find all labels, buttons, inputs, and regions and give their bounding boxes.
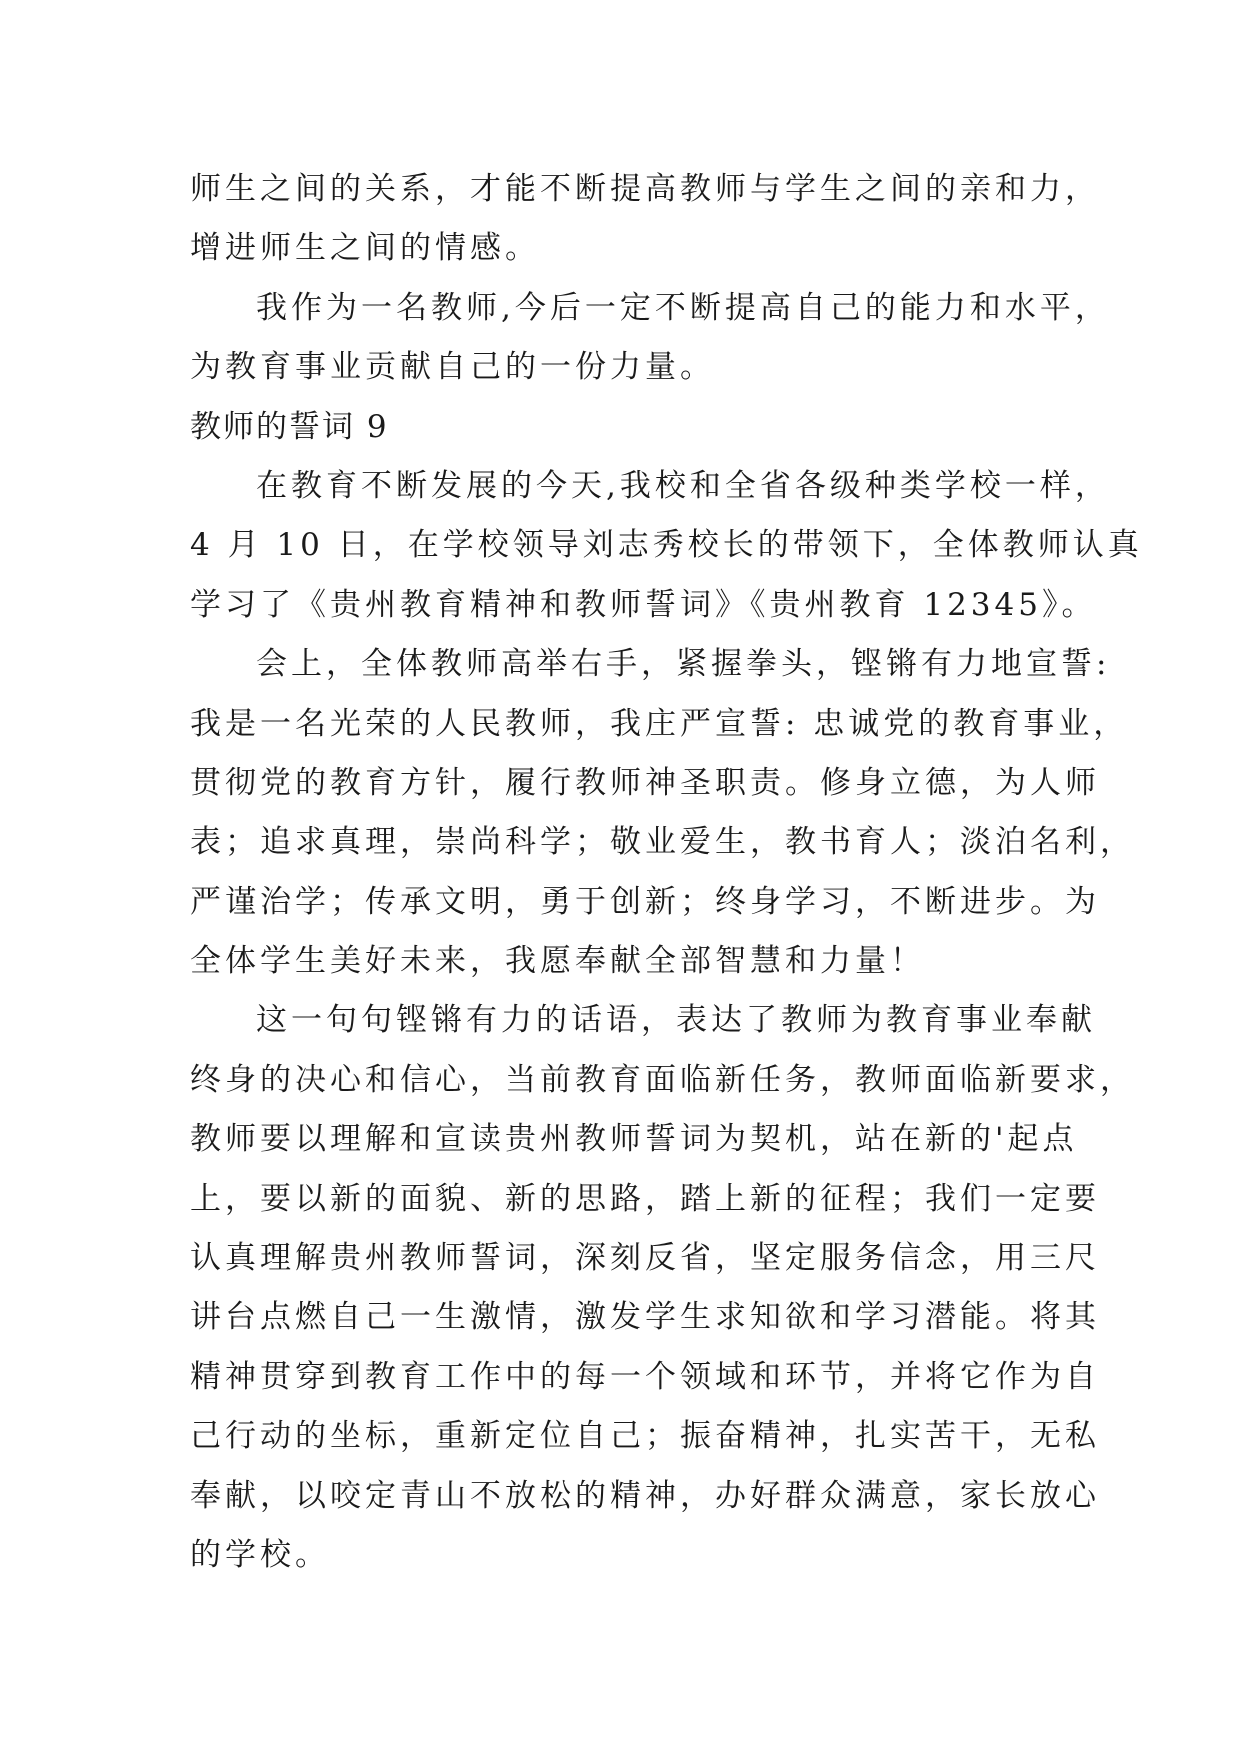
text-line: 4 月 10 日，在学校领导刘志秀校长的带领下，全体教师认真 <box>190 527 1143 564</box>
text-line: 会上，全体教师高举右手，紧握拳头，铿锵有力地宣誓: <box>256 646 1111 683</box>
section-heading: 教师的誓词 9 <box>190 408 389 445</box>
text-line: 终身的决心和信心，当前教育面临新任务，教师面临新要求， <box>190 1061 1135 1098</box>
text-line: 奉献，以咬定青山不放松的精神，办好群众满意，家长放心 <box>190 1477 1100 1514</box>
text-line: 讲台点燃自己一生激情，激发学生求知欲和学习潜能。将其 <box>190 1299 1100 1336</box>
text-line: 精神贯穿到教育工作中的每一个领域和环节，并将它作为自 <box>190 1358 1100 1395</box>
text-line: 表；追求真理，崇尚科学；敬业爱生，教书育人；淡泊名利， <box>190 824 1135 861</box>
text-line: 认真理解贵州教师誓词，深刻反省，坚定服务信念，用三尺 <box>190 1240 1100 1277</box>
text-line: 教师要以理解和宣读贵州教师誓词为契机，站在新的'起点 <box>190 1121 1078 1158</box>
text-line: 学习了《贵州教育精神和教师誓词》《贵州教育 12345》。 <box>190 586 1097 623</box>
text-line: 严谨治学；传承文明，勇于创新；终身学习，不断进步。为 <box>190 883 1100 920</box>
text-line: 这一句句铿锵有力的话语，表达了教师为教育事业奉献 <box>256 1002 1096 1039</box>
text-line: 增进师生之间的情感。 <box>190 230 540 267</box>
text-line: 贯彻党的教育方针，履行教师神圣职责。修身立德，为人师 <box>190 764 1100 801</box>
document-body <box>190 160 1143 1585</box>
text-line: 我是一名光荣的人民教师，我庄严宣誓: 忠诚党的教育事业， <box>190 705 1129 742</box>
text-line: 上，要以新的面貌、新的思路，踏上新的征程；我们一定要 <box>190 1180 1100 1217</box>
text-line: 全体学生美好未来，我愿奉献全部智慧和力量！ <box>190 943 925 980</box>
text-line: 为教育事业贡献自己的一份力量。 <box>190 349 715 386</box>
text-line: 师生之间的关系，才能不断提高教师与学生之间的亲和力， <box>190 171 1100 207</box>
text-line: 我作为一名教师,今后一定不断提高自己的能力和水平， <box>256 289 1110 326</box>
text-line: 己行动的坐标，重新定位自己；振奋精神，扎实苦干，无私 <box>190 1418 1100 1455</box>
text-line: 的学校。 <box>190 1536 330 1573</box>
text-line: 在教育不断发展的今天,我校和全省各级种类学校一样， <box>256 467 1110 504</box>
